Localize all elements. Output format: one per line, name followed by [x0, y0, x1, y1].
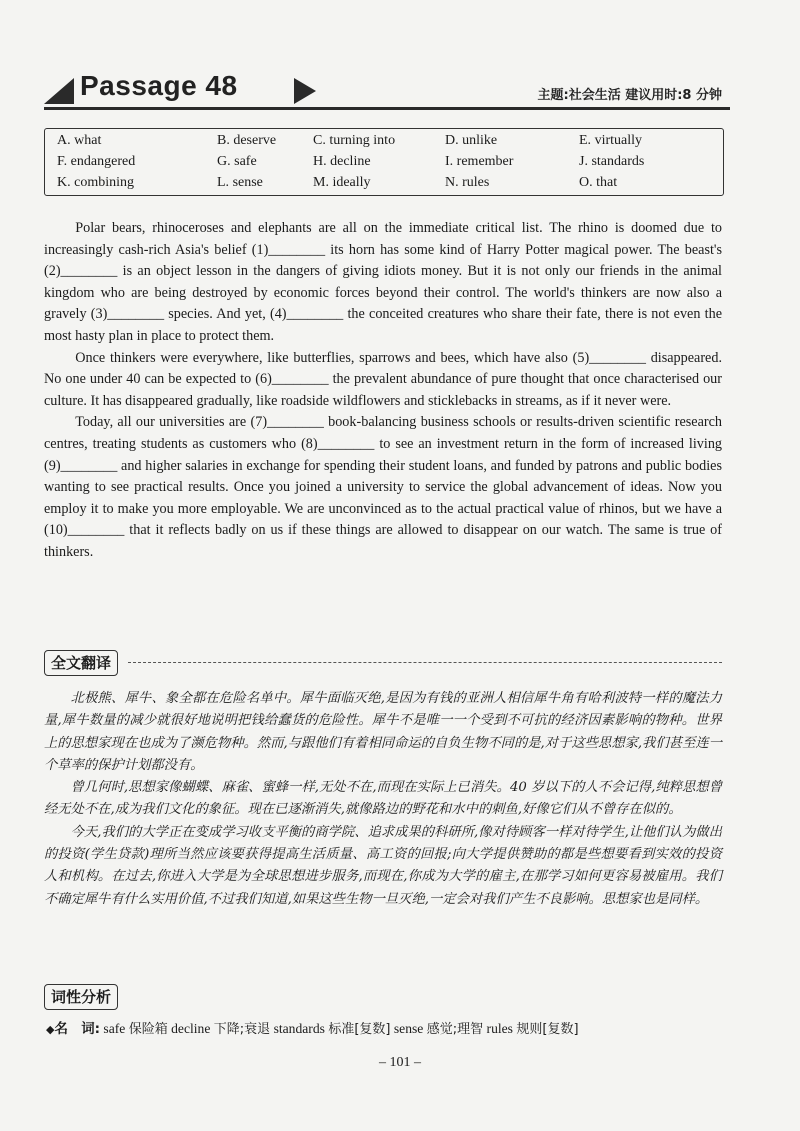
option-letter: A.: [57, 133, 71, 148]
word-bank-option: [313, 133, 395, 149]
word-bank-option: [57, 133, 101, 149]
noun-word: sense: [393, 1021, 424, 1036]
option-word: deserve: [233, 133, 277, 148]
word-bank-option: [57, 154, 135, 170]
passage-title: Passage 48: [80, 70, 238, 101]
right-triangle-icon: [294, 78, 316, 104]
topic-and-time: 主题:社会生活 建议用时:8 分钟: [537, 88, 722, 103]
pos-category: 名 词:: [54, 1022, 100, 1037]
option-letter: B.: [217, 133, 230, 148]
option-letter: M.: [313, 175, 329, 190]
option-letter: G.: [217, 154, 231, 169]
option-word: endangered: [70, 154, 136, 169]
diamond-bullet-icon: ◆: [46, 1024, 55, 1036]
option-word: standards: [591, 154, 645, 169]
option-letter: N.: [445, 175, 459, 190]
option-letter: C.: [313, 133, 326, 148]
word-bank-option: [579, 154, 644, 170]
noun-word: rules: [486, 1021, 513, 1036]
analysis-label: 词性分析: [44, 984, 118, 1010]
word-bank-option: [445, 175, 489, 191]
translation-text: [44, 688, 722, 911]
noun-meaning: 保险箱: [128, 1022, 168, 1037]
noun-meaning: 规则[复数]: [516, 1022, 579, 1037]
left-triangle-icon: [44, 78, 74, 104]
translation-paragraph-3: 今天,我们的大学正在变成学习收支平衡的商学院、追求成果的科研所,像对待顾客一样对待学生,让他们认为做出的投资(学生贷款)理所当然应该要获得提高生活质量、高工资的回报;向大学提供赞助的都是些想要看到实效的投资人和机构。在过去,你进入大学是为全球思想进步服务,而现在,你成为大学的雇主,在那学习如何更容易被雇用。我们不确定犀牛有什么实用价值,不过我们知道,如果这些生物一旦灭绝,一定会对我们产生不良影响。思想家也是同样。: [44, 824, 722, 907]
option-word: combining: [74, 175, 135, 190]
passage-text: [44, 218, 722, 564]
option-word: rules: [462, 175, 490, 190]
word-bank-option: [57, 175, 134, 191]
option-word: virtually: [594, 133, 642, 148]
option-word: remember: [456, 154, 514, 169]
option-word: that: [596, 175, 618, 190]
option-word: decline: [330, 154, 371, 169]
noun-word: safe: [103, 1021, 126, 1036]
word-bank-option: [217, 175, 263, 191]
option-word: unlike: [462, 133, 498, 148]
option-letter: D.: [445, 133, 459, 148]
noun-word: standards: [273, 1021, 325, 1036]
word-bank-option: [313, 175, 371, 191]
option-letter: K.: [57, 175, 71, 190]
word-bank-option: [445, 154, 513, 170]
option-word: sense: [232, 175, 263, 190]
option-letter: F.: [57, 154, 68, 169]
word-bank-option: [217, 133, 276, 149]
header-rule: [44, 107, 730, 110]
option-letter: E.: [579, 133, 592, 148]
word-bank: [44, 128, 724, 196]
dashed-divider: [128, 662, 722, 663]
noun-meaning: 标准[复数]: [328, 1022, 391, 1037]
passage-paragraph-2: Once thinkers were everywhere, like butterflies, sparrows and bees, which have also (5)________ disappeared. No one under 40 can be expected to (6)________ the prevalent abundance of pure thought that once characterised our culture. It has disappeared gradually, like roadside wildflowers and sticklebacks in streams, as if it never were.: [44, 349, 722, 409]
translation-paragraph-1: 北极熊、犀牛、象全都在危险名单中。犀牛面临灭绝,是因为有钱的亚洲人相信犀牛角有哈利波特一样的魔法力量,犀牛数量的减少就很好地说明把钱给蠢货的危险性。犀牛不是唯一一个受到不可抗的经济因素影响的物种。世界上的思想家现在也成为了濒危物种。然而,与跟他们有着相同命运的自负生物不同的是,对于这些思想家,我们甚至连一个草率的保护计划都没有。: [44, 691, 722, 773]
option-letter: H.: [313, 154, 327, 169]
passage-paragraph-3: Today, all our universities are (7)________ book-balancing business schools or results-driven scientific research centres, treating students as customers who (8)________ to see an investment return in the form of increased living (9)________ and higher salaries in exchange for spending their student loans, and funded by patrons and public bodies wanting to see practical results. Once you joined a university to service the global advancement of ideas. Now you employ it to make you more employable. We are unconvinced as to the actual practical value of rhinos, but we have a (10)________ that it reflects badly on us if these things are allowed to disappear on our watch. The same is true of thinkers.: [44, 414, 722, 560]
passage-header: [44, 70, 730, 110]
word-bank-option: [579, 133, 642, 149]
option-word: turning into: [329, 133, 396, 148]
word-bank-option: [579, 175, 617, 191]
option-letter: O.: [579, 175, 593, 190]
word-bank-option: [445, 133, 497, 149]
option-letter: I.: [445, 154, 454, 169]
noun-meaning: 下降;衰退: [213, 1022, 271, 1037]
passage-paragraph-1: Polar bears, rhinoceroses and elephants are all on the immediate critical list. The rhino is doomed due to increasingly cash-rich Asia's belief (1)________ its horn has some kind of Harry Potter magical power. The beast's (2)________ is an object lesson in the dangers of giving idiots money. But it is not only our friends in the animal kingdom who are being destroyed by economic forces beyond their control. The world's thinkers are now also a gravely (3)________ species. And yet, (4)________ the conceited creatures who share their fate, there is not even the most hasty plan in place to protect them.: [44, 220, 722, 344]
page-number: – 101 –: [379, 1055, 421, 1070]
option-word: safe: [234, 154, 257, 169]
word-bank-option: [313, 154, 371, 170]
translation-label: 全文翻译: [44, 650, 118, 676]
option-letter: L.: [217, 175, 230, 190]
option-word: what: [74, 133, 102, 148]
option-letter: J.: [579, 154, 588, 169]
noun-analysis: [46, 1018, 726, 1037]
word-bank-option: [217, 154, 257, 170]
translation-paragraph-2: 曾几何时,思想家像蝴蝶、麻雀、蜜蜂一样,无处不在,而现在实际上已消失。40 岁以下的人不会记得,纯粹思想曾经无处不在,成为我们文化的象征。现在已逐渐消失,就像路边的野花和水中的刺鱼,好像它们从不曾存在似的。: [44, 780, 722, 818]
option-word: ideally: [332, 175, 371, 190]
noun-meaning: 感觉;理智: [426, 1022, 484, 1037]
noun-word: decline: [171, 1021, 211, 1036]
